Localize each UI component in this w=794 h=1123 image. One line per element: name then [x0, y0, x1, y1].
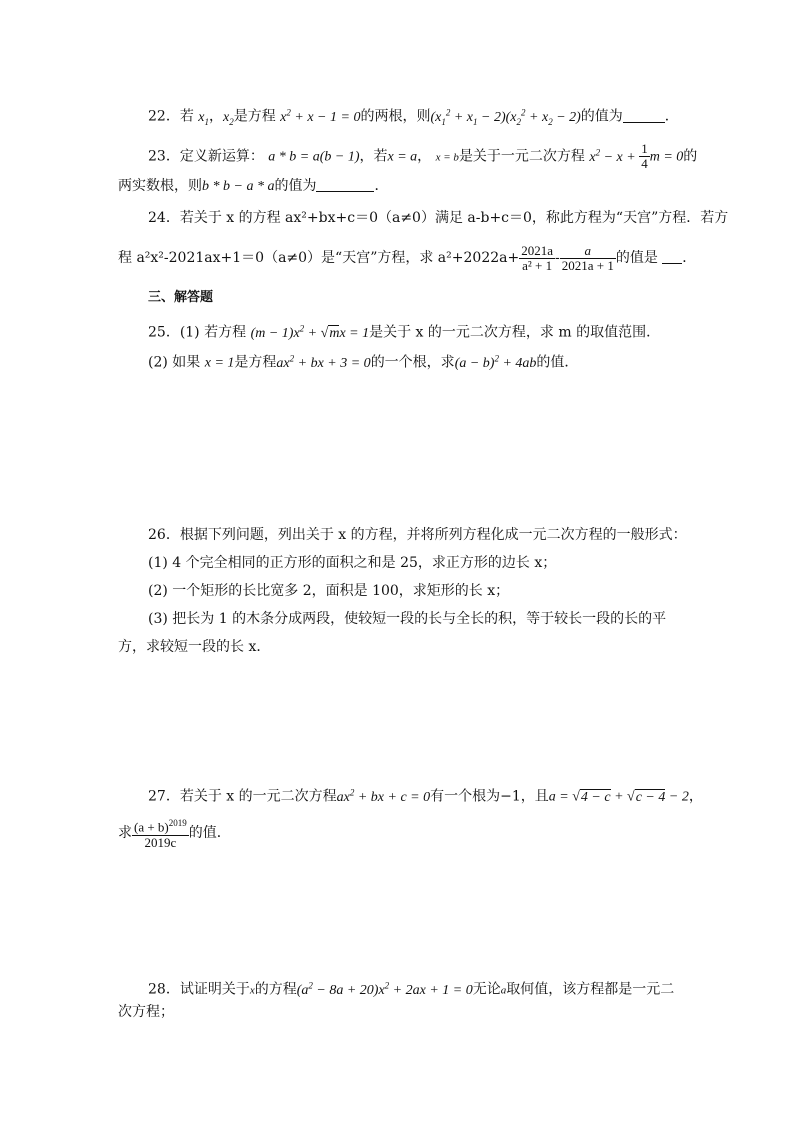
q25-x-equals-1: x = 1 [204, 355, 235, 371]
section-title: 三、解答题 [148, 290, 214, 305]
question-28-line-2: 次方程； [118, 1004, 174, 1020]
question-27-line-2: 求 $\frac{(a + b)^{2019}}{2019c}$ 的值． [118, 818, 231, 850]
q28-x: x [249, 984, 255, 997]
q22-expression: $(x_1^2 + x_1 - 2)(x_2^2 + x_2 - 2)$ [430, 107, 581, 127]
q23-answer-blank[interactable] [316, 177, 374, 192]
question-26-line-1: 26．根据下列问题，列出关于 x 的方程，并将所列方程化成一元二次方程的一般形式： [148, 527, 687, 543]
q23-prefix: 23．定义新运算： [148, 148, 264, 165]
q22-text-1: 是方程 [233, 108, 276, 125]
q28-equation: $(a^2 - 8a + 20)x^2 + 2ax + 1 = 0$ [296, 980, 473, 998]
q28-a: a [500, 984, 507, 997]
q22-text-2: 的两根，则 [360, 108, 431, 125]
question-28-line-1: 28．试证明关于x的方程$(a^2 - 8a + 20)x^2 + 2ax + 1 = 0$无论a取何值，该方程都是一元二 [148, 980, 675, 998]
q27-a-expression: a = √4 − c + √c − 4 − 2 [548, 789, 689, 805]
q23-x-equals-a: x = a [387, 149, 418, 165]
q23-equation: $x^2 - x$ + [589, 147, 640, 165]
question-22: 22．若 $x_1$，$x_2$是方程 $x^2 + x - 1 = 0$的两根，则$(x_1^2 + x_1 - 2)(x_2^2 + x_2 - 2)$的值为 ． [148, 107, 679, 127]
q25-expression: $(a - b)^2 + 4ab$ [454, 353, 537, 371]
q23-x-equals-b: x = b [435, 151, 459, 164]
q27-equation: $ax^2$ + bx + c = 0 [336, 787, 431, 805]
q22-equation: $x^2 + x - 1 = 0$ [280, 107, 361, 125]
q22-roots: $x_1$ [198, 109, 209, 127]
question-24-line-1: 24．若关于 x 的方程 ax²+bx+c＝0（a≠0）满足 a-b+c＝0，称此方程为“天宫”方程．若方 [148, 210, 729, 226]
question-26-part-2: (2) 一个矩形的长比宽多 2，面积是 100，求矩形的长 x； [148, 583, 510, 599]
q22-answer-blank[interactable] [623, 108, 665, 123]
q22-text-3: 的值为 [580, 108, 623, 125]
q24-answer-blank[interactable] [662, 249, 682, 264]
question-23-line-2: 两实数根，则b * b − a * a的值为 ． [118, 178, 389, 194]
q23-definition: a * b = a(b − 1) [268, 149, 360, 165]
question-25-line-1: 25．(1) 若方程 $(m - 1)x^2 + √mx = 1$是关于 x 的一元二次方程，求 m 的取值范围． [148, 323, 661, 341]
q23-expression: b * b − a * a [202, 179, 275, 194]
q24-fraction-2: $\frac{a}{2021a + 1}$ [561, 242, 614, 273]
question-23-line-1: 23．定义新运算： a * b = a(b − 1)，若x = a， x = b是关于一元二次方程 $x^2 - x$ + $\frac{1}{4}$ m = 0的 [148, 141, 698, 172]
question-26-part-1: (1) 4 个完全相同的正方形的面积之和是 25，求正方形的边长 x； [148, 555, 557, 571]
q25-equation-2: $ax^2$ + bx + 3 = 0 [276, 353, 371, 371]
q25-equation-1: $(m - 1)x^2 + √mx = 1$ [250, 323, 370, 341]
question-24-line-2: 程 a²x²-2021ax+1＝0（a≠0）是“天宫”方程，求 a²+2022a+ $\frac{2021a}{\text{a² + 1}}$ - $\frac{a}{2021a + 1}$ 的值是 ． [118, 242, 697, 273]
q22-prefix: 22．若 [148, 108, 194, 125]
q24-fraction-1: $\frac{2021a}{\text{a² + 1}}$ [521, 242, 553, 273]
q27-fraction: $\frac{(a + b)^{2019}}{2019c}$ [134, 818, 187, 850]
q23-fraction: $\frac{1}{4}$ [641, 141, 648, 172]
question-26-part-3-cont: 方，求较短一段的长 x． [118, 639, 271, 655]
question-27-line-1: 27．若关于 x 的一元二次方程$ax^2$ + bx + c = 0有一个根为−1，且a = √4 − c + √c − 4 − 2， [148, 787, 703, 805]
question-25-line-2: (2) 如果 x = 1是方程$ax^2$ + bx + 3 = 0的一个根，求$(a - b)^2 + 4ab$的值． [148, 353, 579, 371]
question-26-part-3: (3) 把长为 1 的木条分成两段，使较短一段的长与全长的积，等于较长一段的长的平 [148, 611, 667, 627]
